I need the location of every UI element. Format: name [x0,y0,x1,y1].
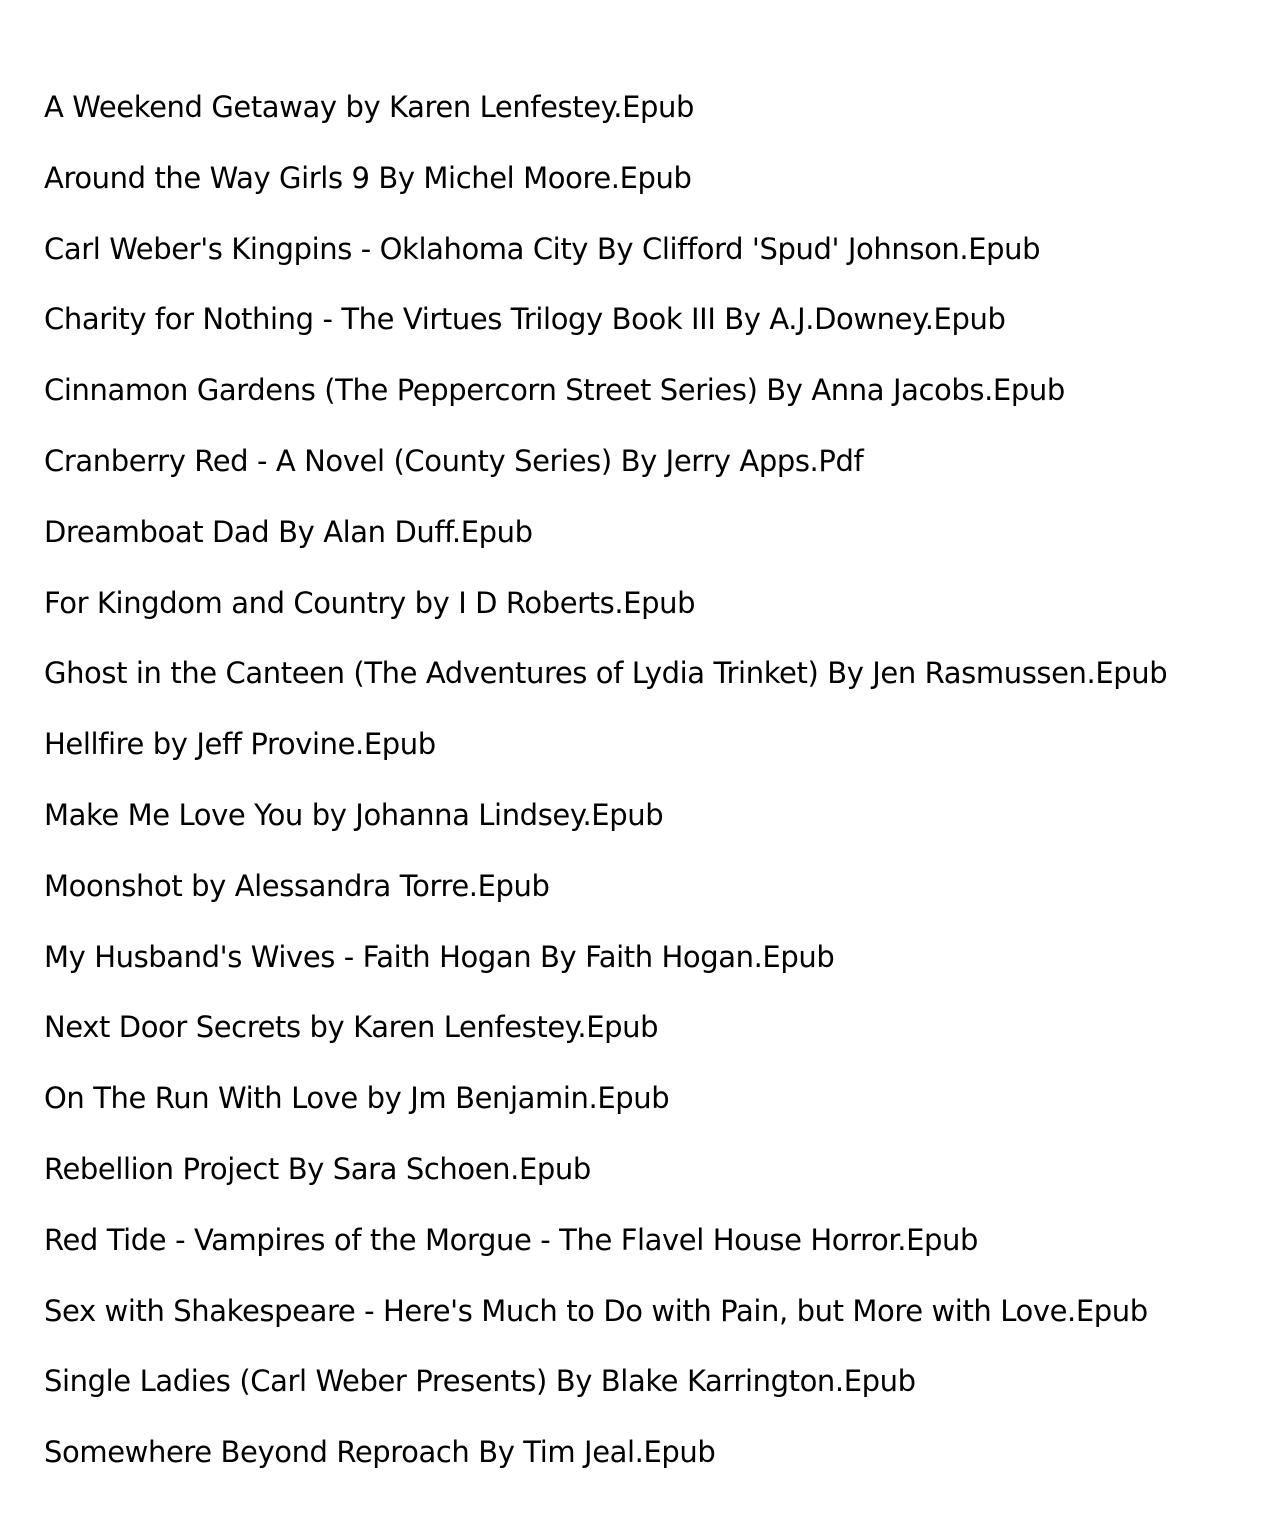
file-list-item: Charity for Nothing - The Virtues Trilogy Book III By A.J.Downey.Epub [44,302,1006,337]
file-list-item: Red Tide - Vampires of the Morgue - The Flavel House Horror.Epub [44,1222,978,1257]
file-list-item: Sex with Shakespeare - Here's Much to Do with Pain, but More with Love.Epub [44,1293,1148,1328]
file-list-item: For Kingdom and Country by I D Roberts.Epub [44,585,696,620]
file-list-item: Carl Weber's Kingpins - Oklahoma City By Clifford 'Spud' Johnson.Epub [44,231,1041,266]
file-list-item: Make Me Love You by Johanna Lindsey.Epub [44,797,664,832]
file-list-item: Next Door Secrets by Karen Lenfestey.Epub [44,1010,659,1045]
file-list-item: Hellfire by Jeff Provine.Epub [44,727,436,762]
file-list-item: Cranberry Red - A Novel (County Series) By Jerry Apps.Pdf [44,443,864,478]
file-list-item: On The Run With Love by Jm Benjamin.Epub [44,1081,670,1116]
file-list-item: Somewhere Beyond Reproach By Tim Jeal.Epub [44,1435,716,1470]
file-list-item: Dreamboat Dad By Alan Duff.Epub [44,514,533,549]
file-list-item: Single Ladies (Carl Weber Presents) By Blake Karrington.Epub [44,1364,916,1399]
file-list-item: Around the Way Girls 9 By Michel Moore.Epub [44,160,692,195]
file-list-item: Rebellion Project By Sara Schoen.Epub [44,1151,591,1186]
document-page [44,87,1254,1503]
file-list [44,87,1254,1503]
file-list-item: Moonshot by Alessandra Torre.Epub [44,868,550,903]
file-list-item: Cinnamon Gardens (The Peppercorn Street Series) By Anna Jacobs.Epub [44,373,1065,408]
file-list-item: My Husband's Wives - Faith Hogan By Faith Hogan.Epub [44,939,835,974]
file-list-item: A Weekend Getaway by Karen Lenfestey.Epub [44,90,695,124]
file-list-item: Ghost in the Canteen (The Adventures of Lydia Trinket) By Jen Rasmussen.Epub [44,656,1168,691]
